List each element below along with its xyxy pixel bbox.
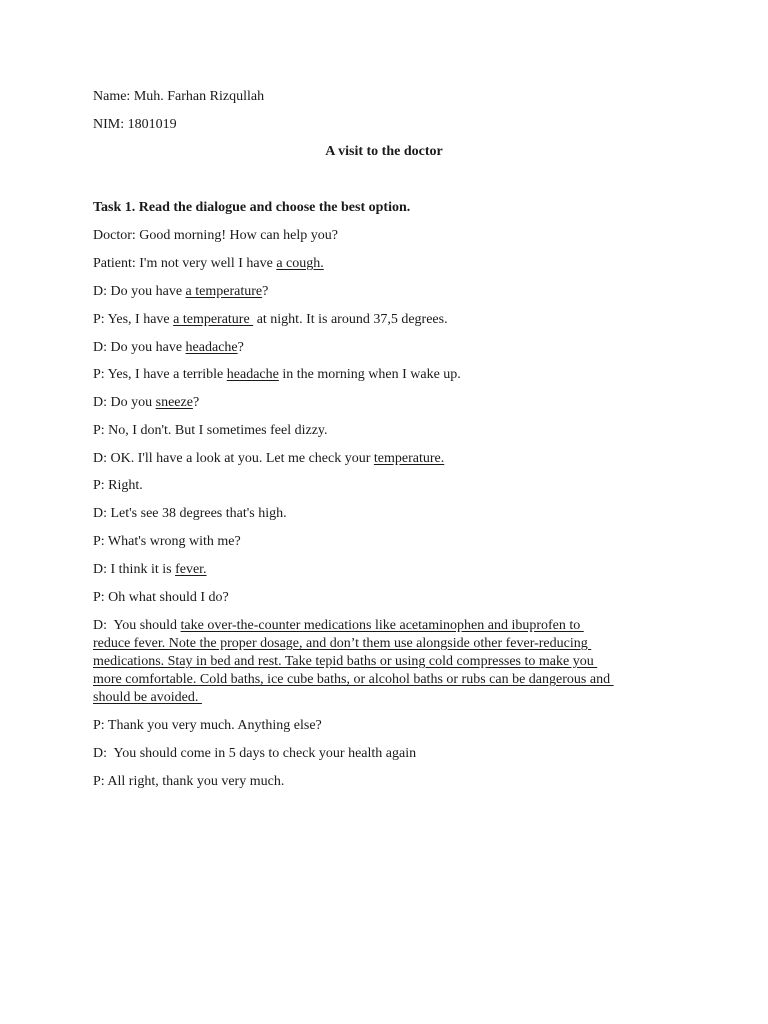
answer-underlined: a cough. <box>276 256 324 271</box>
advice-row: D: You should take over-the-counter medications like acetaminophen and ibuprofen to <box>93 618 584 633</box>
advice-row: medications. Stay in bed and rest. Take tepid baths or using cold compresses to make you <box>93 654 598 669</box>
dialogue-line: Patient: I'm not very well I have a cough. <box>93 256 324 271</box>
dialogue-line: P: Oh what should I do? <box>93 590 229 605</box>
advice-row: reduce fever. Note the proper dosage, and don’t them use alongside other fever-reducing <box>93 636 592 651</box>
advice-row: should be avoided. <box>93 690 202 705</box>
advice-row: more comfortable. Cold baths, ice cube baths, or alcohol baths or rubs can be dangerous and <box>93 672 614 687</box>
dialogue-line: P: Yes, I have a temperature at night. It is around 37,5 degrees. <box>93 312 448 327</box>
answer-underlined: a temperature <box>173 312 254 327</box>
dialogue-line: Doctor: Good morning! How can help you? <box>93 228 338 243</box>
dialogue-line: D: Do you sneeze? <box>93 395 200 410</box>
dialogue-line: D: You should come in 5 days to check your health again <box>93 746 417 761</box>
student-name: Name: Muh. Farhan Rizqullah <box>93 89 265 104</box>
dialogue-line: D: Do you have headache? <box>93 340 244 355</box>
dialogue-line: P: Right. <box>93 478 143 493</box>
student-nim: NIM: 1801019 <box>93 117 177 132</box>
answer-underlined: headache <box>185 340 238 355</box>
dialogue-line: P: Thank you very much. Anything else? <box>93 718 322 733</box>
dialogue-line: P: What's wrong with me? <box>93 534 241 549</box>
doctor-advice-paragraph <box>93 617 683 707</box>
dialogue-line: D: Do you have a temperature? <box>93 284 269 299</box>
answer-underlined: fever. <box>175 562 207 577</box>
dialogue-line: D: I think it is fever. <box>93 562 207 577</box>
dialogue-line: D: OK. I'll have a look at you. Let me check your temperature. <box>93 451 445 466</box>
answer-underlined: headache <box>226 367 279 382</box>
answer-underlined: sneeze <box>155 395 193 410</box>
dialogue-line: P: All right, thank you very much. <box>93 774 285 789</box>
dialogue-line: P: No, I don't. But I sometimes feel dizzy. <box>93 423 328 438</box>
task-heading: Task 1. Read the dialogue and choose the best option. <box>93 200 411 215</box>
answer-underlined: a temperature <box>185 284 263 299</box>
answer-underlined: temperature. <box>373 451 445 466</box>
dialogue-line: D: Let's see 38 degrees that's high. <box>93 506 287 521</box>
dialogue-line: P: Yes, I have a terrible headache in the morning when I wake up. <box>93 367 461 382</box>
document-title: A visit to the doctor <box>325 144 443 159</box>
